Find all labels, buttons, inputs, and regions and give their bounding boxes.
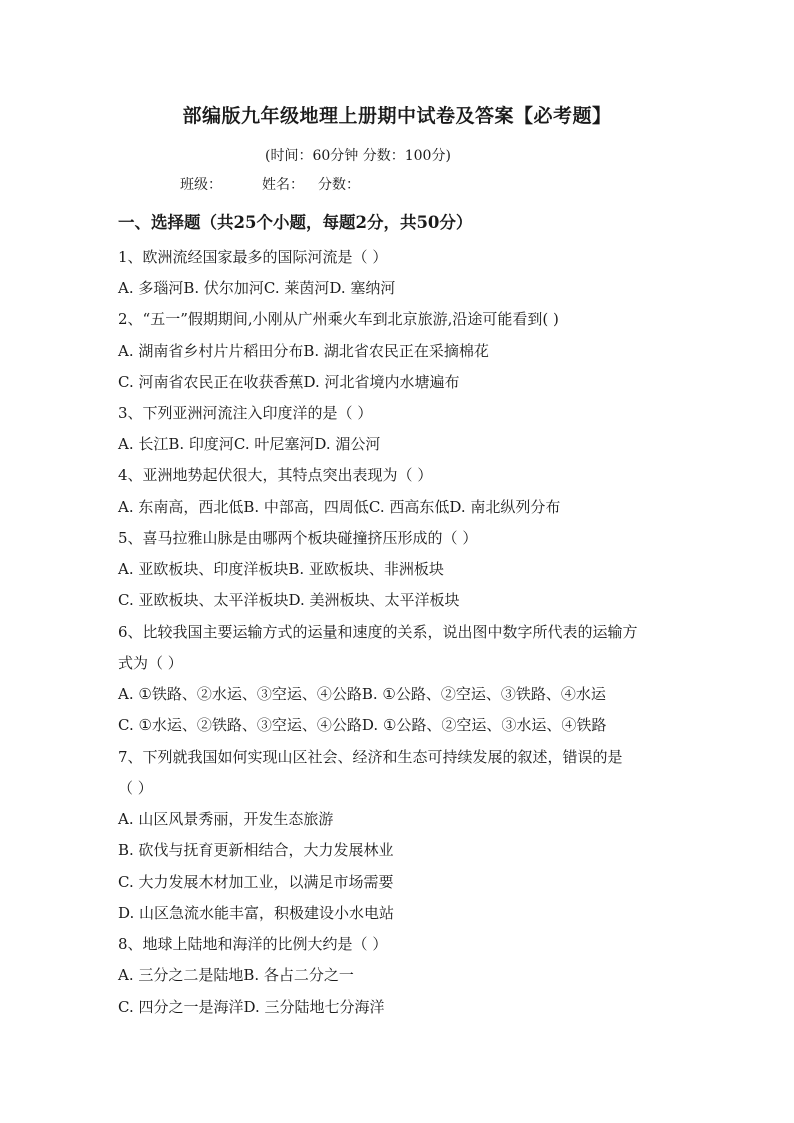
- page-title: 部编版九年级地理上册期中试卷及答案【必考题】: [182, 105, 612, 127]
- score-label: 分数：: [318, 177, 360, 193]
- question-2-options-ab: A. 湖南省乡村片片稻田分布B. 湖北省农民正在采摘棉花: [118, 342, 489, 360]
- time-score-info: (时间：60分钟 分数：100分): [265, 148, 451, 164]
- question-5: 5、喜马拉雅山脉是由哪两个板块碰撞挤压形成的（ ）: [118, 529, 478, 547]
- question-6: 6、比较我国主要运输方式的运量和速度的关系，说出图中数字所代表的运输方: [118, 623, 638, 641]
- question-7-option-a: A. 山区风景秀丽，开发生态旅游: [118, 810, 334, 828]
- question-1: 1、欧洲流经国家最多的国际河流是（ ）: [118, 248, 388, 266]
- question-7: 7、下列就我国如何实现山区社会、经济和生态可持续发展的叙述，错误的是: [118, 748, 623, 766]
- question-3-options: A. 长江B. 印度河C. 叶尼塞河D. 湄公河: [118, 435, 381, 453]
- question-8-options-ab: A. 三分之二是陆地B. 各占二分之一: [118, 966, 354, 984]
- question-6-options-ab: A. ①铁路、②水运、③空运、④公路B. ①公路、②空运、③铁路、④水运: [118, 685, 606, 703]
- question-8-options-cd: C. 四分之一是海洋D. 三分陆地七分海洋: [118, 998, 385, 1016]
- question-4-options: A. 东南高，西北低B. 中部高，四周低C. 西高东低D. 南北纵列分布: [118, 498, 561, 516]
- question-2: 2、“五一”假期期间,小刚从广州乘火车到北京旅游,沿途可能看到( ): [118, 310, 559, 328]
- question-1-options: A. 多瑙河B. 伏尔加河C. 莱茵河D. 塞纳河: [118, 279, 396, 297]
- section-heading: 一、选择题（共25个小题，每题2分，共50分）: [118, 213, 473, 232]
- name-label: 姓名：: [262, 177, 304, 193]
- question-7-option-b: B. 砍伐与抚育更新相结合，大力发展林业: [118, 841, 394, 859]
- question-6-continued: 式为（ ）: [118, 654, 183, 672]
- question-6-options-cd: C. ①水运、②铁路、③空运、④公路D. ①公路、②空运、③水运、④铁路: [118, 716, 607, 734]
- question-3: 3、下列亚洲河流注入印度洋的是（ ）: [118, 404, 373, 422]
- question-4: 4、亚洲地势起伏很大，其特点突出表现为（ ）: [118, 466, 433, 484]
- question-7-option-c: C. 大力发展木材加工业，以满足市场需要: [118, 873, 394, 891]
- class-label: 班级：: [180, 177, 222, 193]
- question-7-option-d: D. 山区急流水能丰富，积极建设小水电站: [118, 904, 395, 922]
- question-8: 8、地球上陆地和海洋的比例大约是（ ）: [118, 935, 388, 953]
- question-5-options-ab: A. 亚欧板块、印度洋板块B. 亚欧板块、非洲板块: [118, 560, 444, 578]
- question-5-options-cd: C. 亚欧板块、太平洋板块D. 美洲板块、太平洋板块: [118, 591, 460, 609]
- question-2-options-cd: C. 河南省农民正在收获香蕉D. 河北省境内水塘遍布: [118, 373, 460, 391]
- question-7-continued: （ ）: [118, 779, 153, 797]
